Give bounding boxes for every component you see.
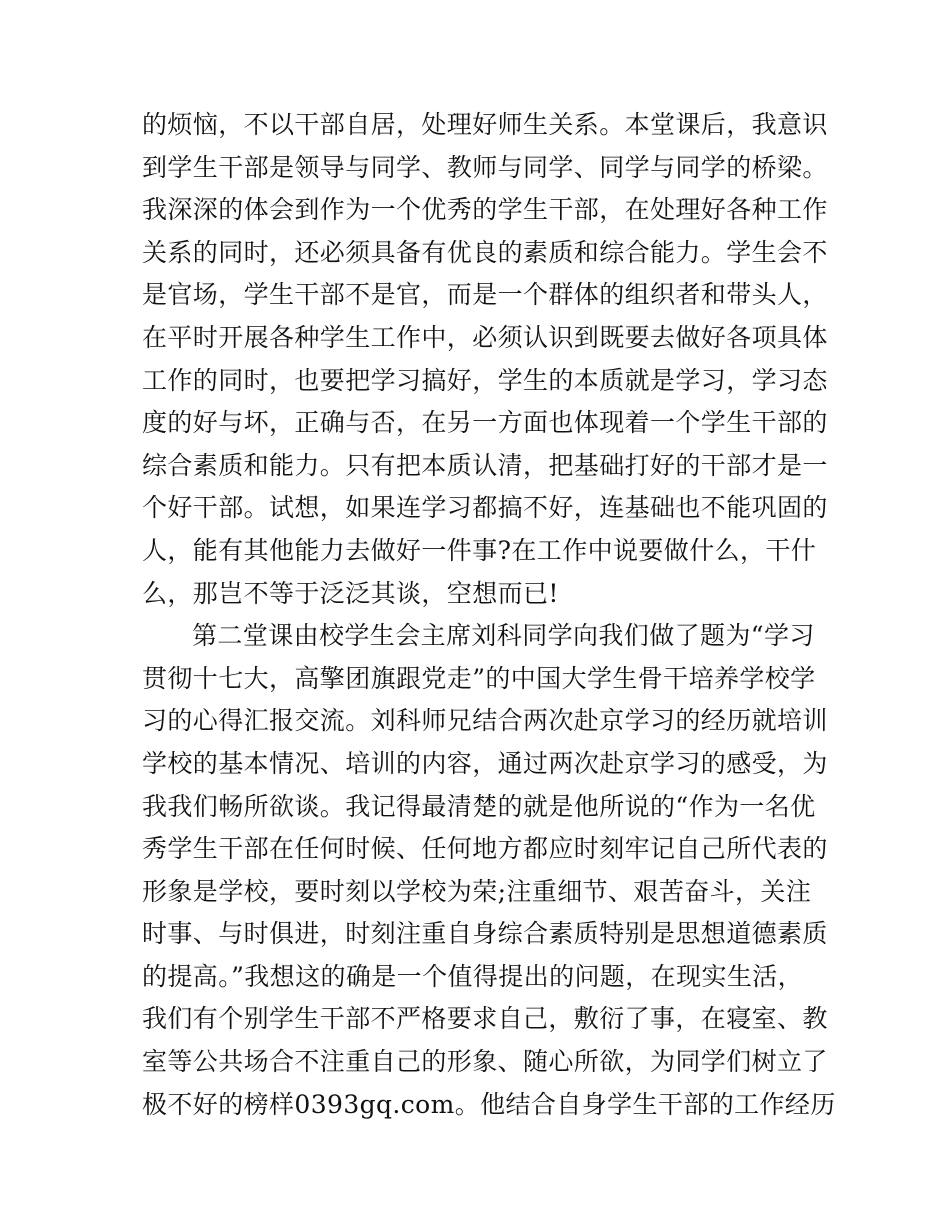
text-line: 工作的同时，也要把学习搞好，学生的本质就是学习，学习态 <box>142 365 828 395</box>
paragraph-first-line: 第二堂课由校学生会主席刘科同学向我们做了题为“学习 <box>192 621 815 651</box>
text-line: 关系的同时，还必须具备有优良的素质和综合能力。学生会不 <box>142 237 828 267</box>
text-line: 我深深的体会到作为一个优秀的学生干部，在处理好各种工作 <box>142 195 828 225</box>
text-line: 时事、与时俱进，时刻注重自身综合素质特别是思想道德素质 <box>142 919 828 949</box>
body-text <box>142 104 836 1126</box>
text-line: 习的心得汇报交流。刘科师兄结合两次赴京学习的经历就培训 <box>142 706 828 736</box>
text-line: 是官场，学生干部不是官，而是一个群体的组织者和带头人， <box>142 280 828 310</box>
text-line: 极不好的榜样0393gq.com。他结合自身学生干部的工作经历 <box>142 1089 836 1119</box>
text-line: 的烦恼，不以干部自居，处理好师生关系。本堂课后，我意识 <box>142 110 828 139</box>
text-line: 的提高。”我想这的确是一个值得提出的问题，在现实生活， <box>142 961 804 991</box>
text-line: 我我们畅所欲谈。我记得最清楚的就是他所说的“作为一名优 <box>142 791 816 821</box>
text-line: 综合素质和能力。只有把本质认清，把基础打好的干部才是一 <box>142 450 828 480</box>
text-line: 我们有个别学生干部不严格要求自己，敷衍了事，在寝室、教 <box>142 1004 828 1034</box>
text-line: 秀学生干部在任何时候、任何地方都应时刻牢记自己所代表的 <box>142 834 828 864</box>
text-line: 室等公共场合不注重自己的形象、随心所欲，为同学们树立了 <box>142 1047 828 1077</box>
text-line: 贯彻十七大，高擎团旗跟党走”的中国大学生骨干培养学校学 <box>142 663 816 693</box>
text-line: 么，那岂不等于泛泛其谈，空想而已! <box>142 578 559 608</box>
text-line: 在平时开展各种学生工作中，必须认识到既要去做好各项具体 <box>142 322 828 352</box>
text-line: 形象是学校，要时刻以学校为荣;注重细节、艰苦奋斗，关注 <box>142 876 812 906</box>
text-line: 学校的基本情况、培训的内容，通过两次赴京学习的感受，为 <box>142 748 828 778</box>
text-line: 人，能有其他能力去做好一件事?在工作中说要做什么，干什 <box>142 535 817 565</box>
text-line: 到学生干部是领导与同学、教师与同学、同学与同学的桥梁。 <box>142 152 828 182</box>
text-line: 个好干部。试想，如果连学习都搞不好，连基础也不能巩固的 <box>142 493 828 523</box>
text-line: 度的好与坏，正确与否，在另一方面也体现着一个学生干部的 <box>142 408 828 438</box>
